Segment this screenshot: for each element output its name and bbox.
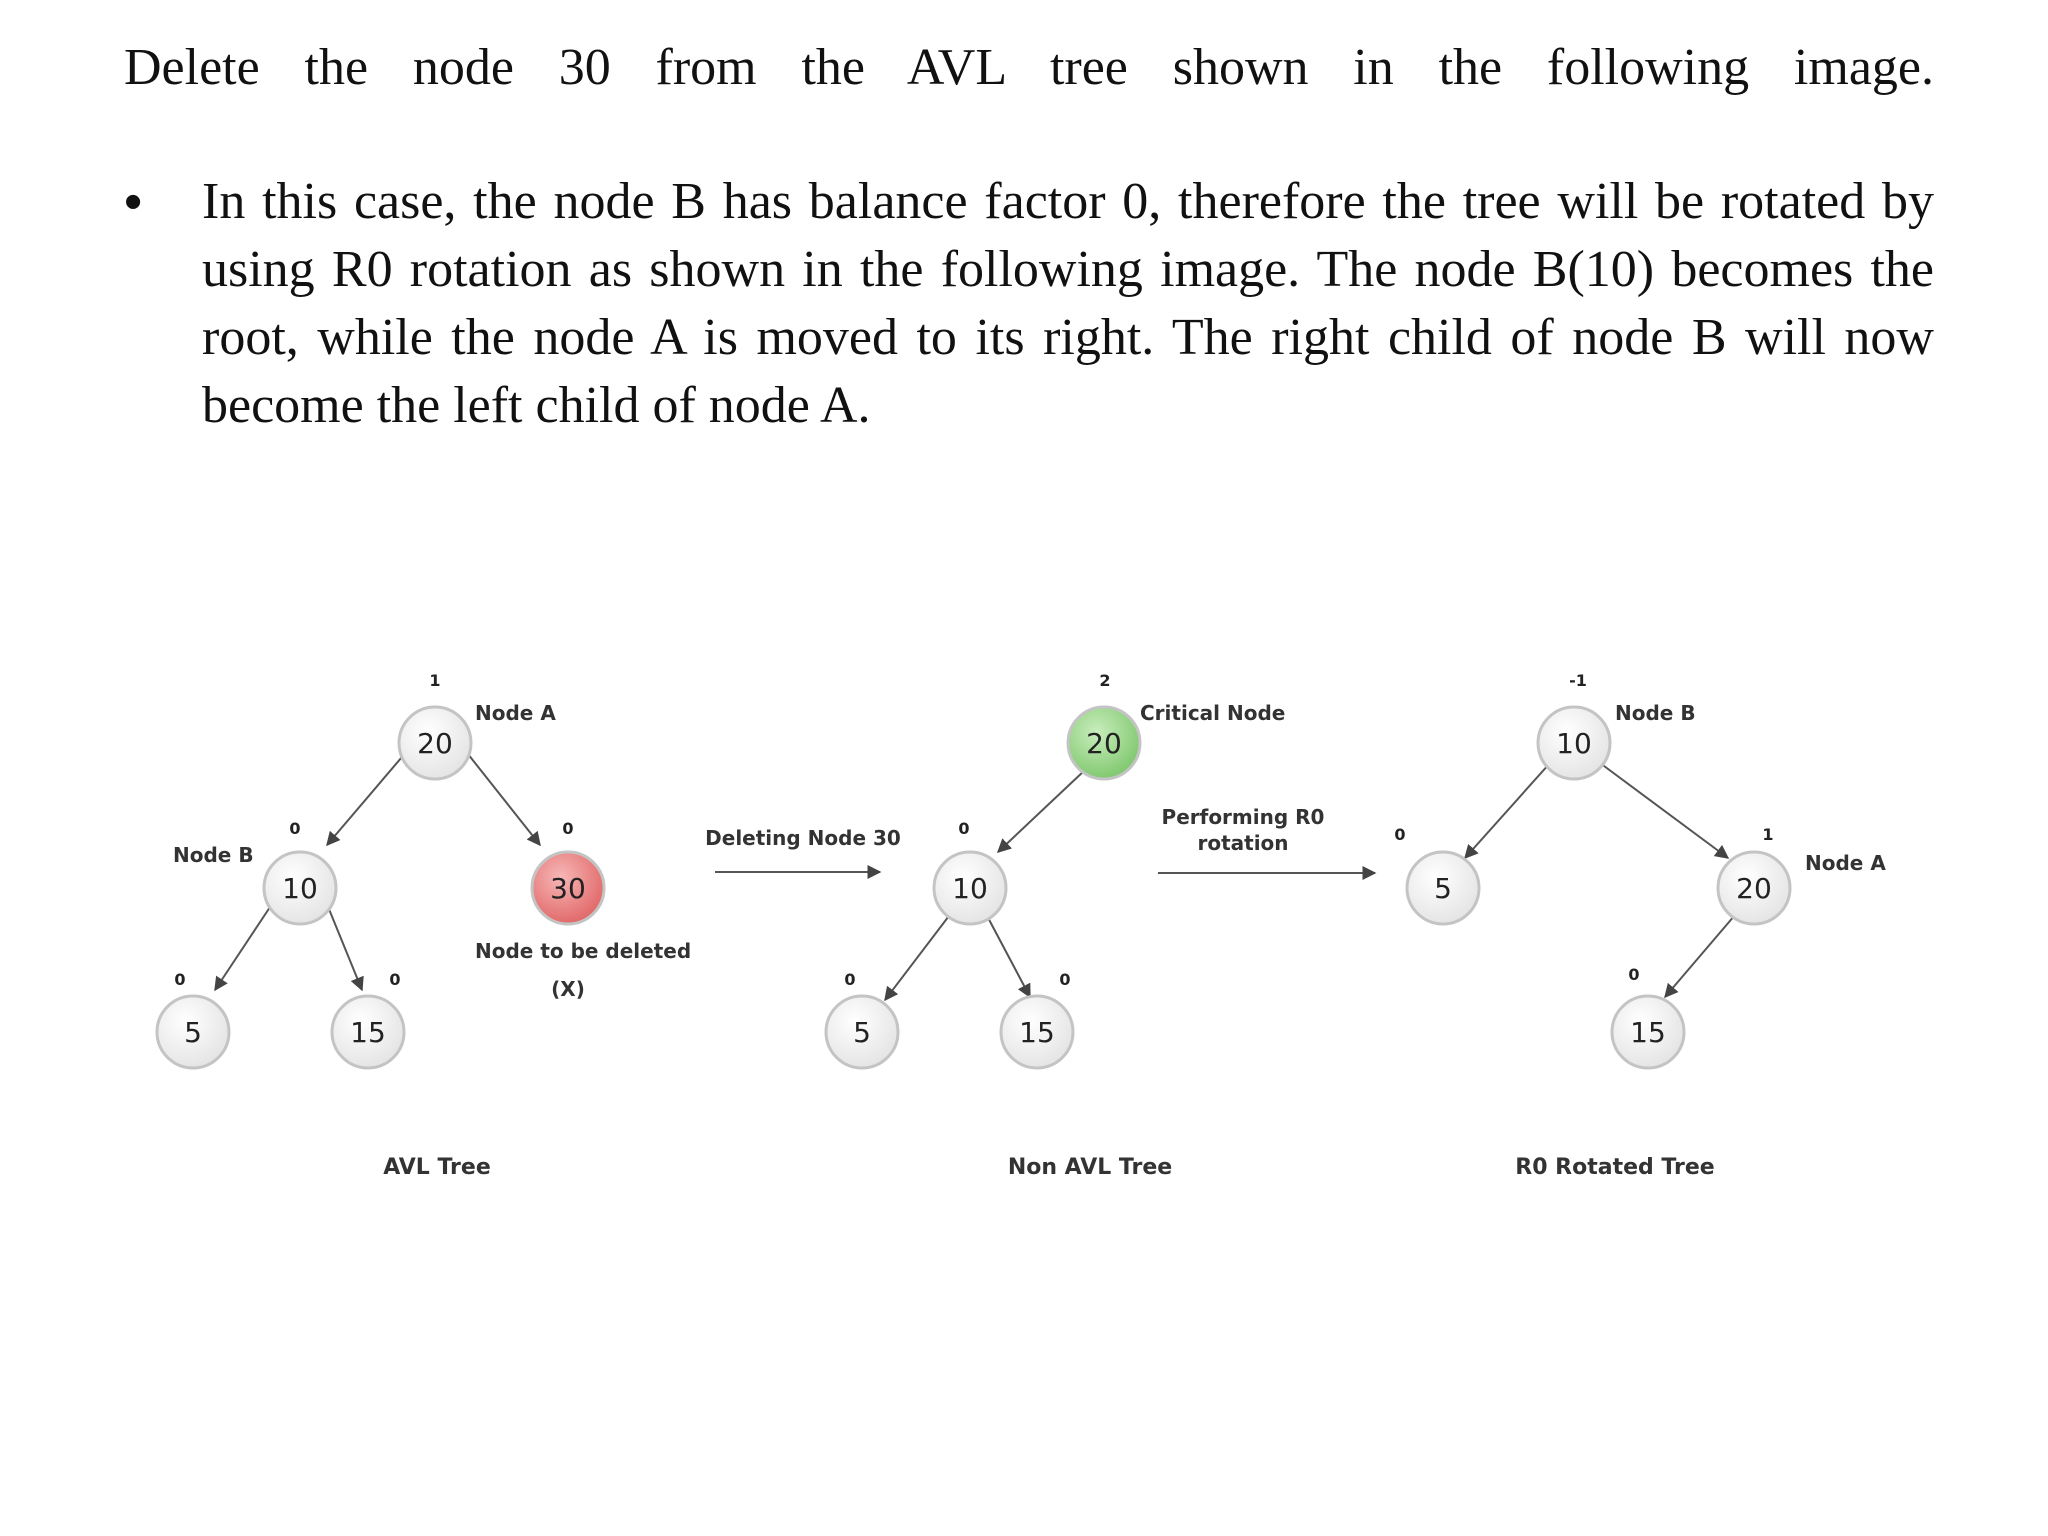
balance-factor: 0 xyxy=(958,819,970,838)
node-value: 15 xyxy=(350,1016,386,1049)
tree-node xyxy=(826,970,898,1068)
step-deleting xyxy=(705,826,901,872)
avl-tree xyxy=(157,671,691,1180)
node-value: 10 xyxy=(282,872,318,905)
node-tag: Node B xyxy=(1615,701,1696,725)
tree-node xyxy=(399,671,556,779)
tree-node xyxy=(173,819,336,924)
balance-factor: -1 xyxy=(1569,671,1587,690)
node-tag: Node to be deleted xyxy=(475,939,692,963)
step-label: Deleting Node 30 xyxy=(705,826,901,850)
rotated-tree xyxy=(1394,671,1886,1180)
balance-factor: 0 xyxy=(289,819,301,838)
step-label: Performing R0 xyxy=(1161,805,1325,829)
node-value: 5 xyxy=(184,1016,202,1049)
tree-caption: Non AVL Tree xyxy=(1007,1155,1173,1180)
node-value: 15 xyxy=(1019,1016,1055,1049)
edge-10-15 xyxy=(985,912,1030,997)
step-label: rotation xyxy=(1197,831,1289,855)
heading: Delete the node 30 from the AVL tree shown in the following image. xyxy=(124,39,1934,96)
node-value: 5 xyxy=(1434,872,1452,905)
avl-deletion-diagram xyxy=(0,640,2048,1240)
node-tag: Node B xyxy=(173,843,254,867)
node-tag: Node A xyxy=(475,701,556,725)
tree-node xyxy=(1718,825,1886,924)
balance-factor: 0 xyxy=(562,819,574,838)
node-value: 30 xyxy=(550,872,586,905)
balance-factor: 1 xyxy=(429,671,441,690)
node-value: 10 xyxy=(952,872,988,905)
edge-20-10 xyxy=(327,744,413,845)
bullet-text: In this case, the node B has balance factor 0, therefore the tree will be rotated by using R0 rotation as shown in the following image. The node B(10) becomes the root, while the node A is moved to its right. The right child of node B will now become the left child of node A. xyxy=(202,173,1934,434)
tree-node xyxy=(1001,970,1073,1068)
edge-10-5 xyxy=(885,908,955,1000)
node-value: 15 xyxy=(1630,1016,1666,1049)
edge-10-5 xyxy=(1465,763,1550,858)
balance-factor: 0 xyxy=(174,970,186,989)
tree-caption: R0 Rotated Tree xyxy=(1515,1155,1715,1180)
node-tag: Critical Node xyxy=(1140,701,1286,725)
balance-factor: 2 xyxy=(1099,671,1111,690)
balance-factor: 0 xyxy=(1394,825,1406,844)
balance-factor: 0 xyxy=(1628,965,1640,984)
balance-factor: 0 xyxy=(844,970,856,989)
step-rotation xyxy=(1158,805,1375,873)
node-value: 20 xyxy=(1736,872,1772,905)
edge-20-15 xyxy=(1665,915,1735,997)
node-value: 10 xyxy=(1556,727,1592,760)
node-tag-marker: (X) xyxy=(551,977,585,1001)
edge-20-10 xyxy=(998,770,1085,852)
tree-node xyxy=(1394,825,1479,924)
non-avl-tree xyxy=(826,671,1285,1180)
tree-node-critical xyxy=(1068,671,1285,779)
bullet-icon: • xyxy=(124,173,143,231)
node-value: 20 xyxy=(1086,727,1122,760)
edge-10-20 xyxy=(1600,763,1728,858)
tree-node xyxy=(934,819,1006,924)
balance-factor: 1 xyxy=(1762,825,1774,844)
node-value: 20 xyxy=(417,727,453,760)
node-tag: Node A xyxy=(1805,851,1886,875)
tree-node xyxy=(1538,671,1696,779)
balance-factor: 0 xyxy=(1059,970,1071,989)
tree-node-deleted xyxy=(475,819,691,1001)
edge-20-30 xyxy=(460,744,540,845)
tree-node xyxy=(332,970,404,1068)
tree-node xyxy=(1612,965,1684,1068)
tree-caption: AVL Tree xyxy=(383,1155,491,1180)
node-value: 5 xyxy=(853,1016,871,1049)
balance-factor: 0 xyxy=(389,970,401,989)
